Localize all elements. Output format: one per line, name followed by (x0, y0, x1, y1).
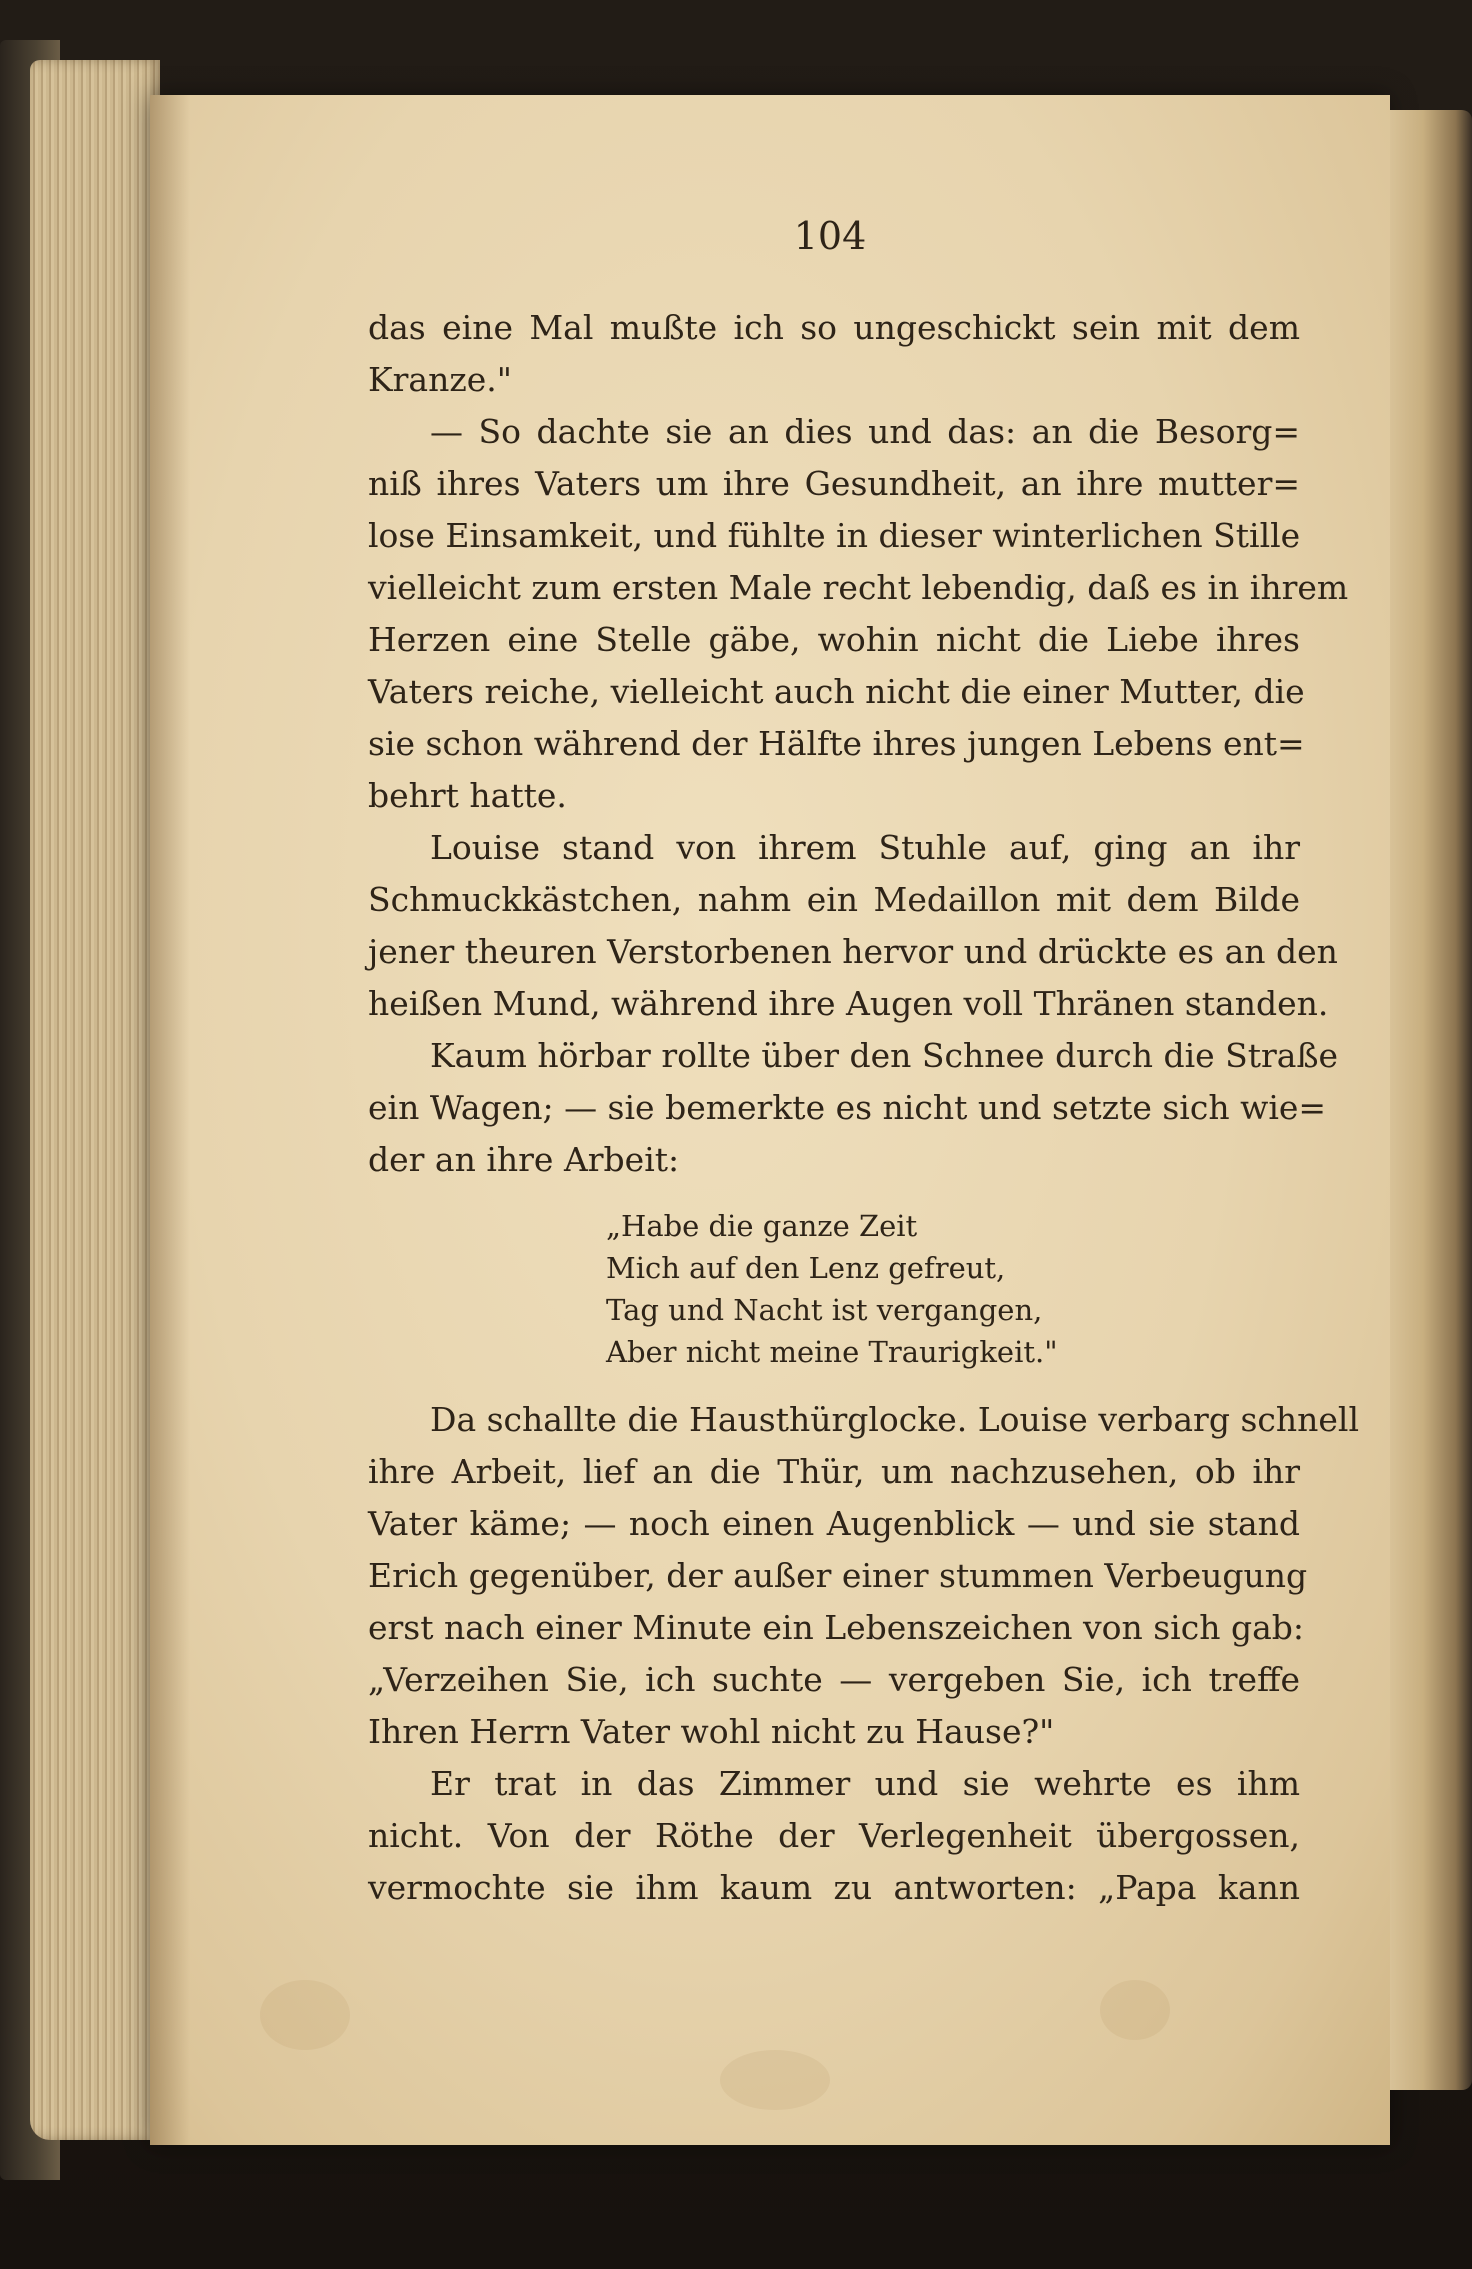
text-line: nicht. Von der Röthe der Verlegenheit übergossen, (368, 1816, 1300, 1855)
text-line: erst nach einer Minute ein Lebenszeichen von sich gab: (368, 1608, 1305, 1647)
page-gutter-shadow (150, 95, 190, 2145)
text-line: heißen Mund, während ihre Augen voll Thränen standen. (368, 984, 1329, 1023)
facing-page-edge (1390, 110, 1472, 2090)
text-line: Kranze." (368, 360, 512, 399)
text-line: niß ihres Vaters um ihre Gesundheit, an ihre mutter= (368, 464, 1300, 503)
page-stack-edges (30, 60, 160, 2140)
paper-stain (260, 1980, 350, 2050)
text-line: vermochte sie ihm kaum zu antworten: „Papa kann (368, 1868, 1300, 1907)
text-line: vielleicht zum ersten Male recht lebendig, daß es in ihrem (368, 568, 1349, 607)
text-line: Kaum hörbar rollte über den Schnee durch die Straße (430, 1036, 1339, 1075)
text-line: ein Wagen; — sie bemerkte es nicht und setzte sich wie= (368, 1088, 1327, 1127)
text-line: der an ihre Arbeit: (368, 1140, 680, 1179)
paper-stain (720, 2050, 830, 2110)
text-line: lose Einsamkeit, und fühlte in dieser winterlichen Stille (368, 516, 1301, 555)
text-line: Ihren Herrn Vater wohl nicht zu Hause?" (368, 1712, 1055, 1751)
paper-stain (1100, 1980, 1170, 2040)
verse-line: Tag und Nacht ist vergangen, (606, 1293, 1043, 1327)
text-line: Herzen eine Stelle gäbe, wohin nicht die Liebe ihres (368, 620, 1300, 659)
text-line: Schmuckkästchen, nahm ein Medaillon mit dem Bilde (368, 880, 1300, 919)
text-line: Vater käme; — noch einen Augenblick — und sie stand (368, 1504, 1300, 1543)
text-line: — So dachte sie an dies und das: an die Besorg= (430, 412, 1300, 451)
page-number: 104 (793, 214, 867, 258)
verse-line: „Habe die ganze Zeit (606, 1209, 918, 1243)
text-line: sie schon während der Hälfte ihres jungen Lebens ent= (368, 724, 1305, 763)
text-line: Er trat in das Zimmer und sie wehrte es ihm (430, 1764, 1300, 1803)
text-line: Vaters reiche, vielleicht auch nicht die einer Mutter, die (368, 672, 1305, 711)
verse-line: Aber nicht meine Traurigkeit." (606, 1335, 1058, 1369)
text-line: Louise stand von ihrem Stuhle auf, ging an ihr (430, 828, 1300, 867)
text-line: Erich gegenüber, der außer einer stummen Verbeugung (368, 1556, 1308, 1595)
text-line: jener theuren Verstorbenen hervor und drückte es an den (368, 932, 1338, 971)
text-line: Da schallte die Hausthürglocke. Louise verbarg schnell (430, 1400, 1360, 1439)
text-line: behrt hatte. (368, 776, 567, 815)
text-line: „Verzeihen Sie, ich suchte — vergeben Sie, ich treffe (368, 1660, 1300, 1699)
verse-line: Mich auf den Lenz gefreut, (606, 1251, 1006, 1285)
text-line: ihre Arbeit, lief an die Thür, um nachzusehen, ob ihr (368, 1452, 1300, 1491)
text-line: das eine Mal mußte ich so ungeschickt sein mit dem (368, 308, 1300, 347)
